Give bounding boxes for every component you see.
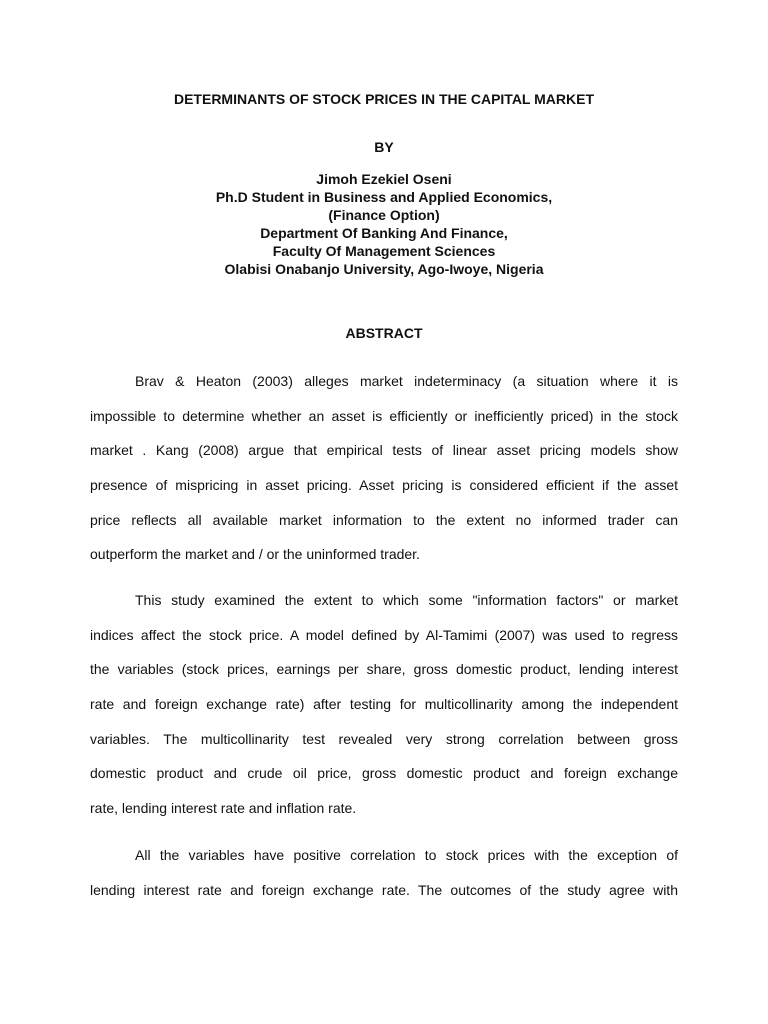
paragraph-line: All the variables have positive correlation to stock prices with the exception of — [135, 847, 678, 863]
abstract-paragraph — [90, 364, 678, 572]
paragraph-line: This study examined the extent to which some "information factors" or market — [135, 592, 678, 608]
paragraph-line: outperform the market and / or the uninformed trader. — [90, 546, 420, 563]
abstract-paragraph — [90, 583, 678, 826]
by-line: BY — [374, 139, 394, 155]
author-name: Jimoh Ezekiel Oseni — [316, 171, 452, 187]
paragraph-line: price reflects all available market information to the extent no informed trader can — [90, 511, 678, 528]
author-block — [0, 170, 768, 278]
paragraph-line: market . Kang (2008) argue that empirical tests of linear asset pricing models show — [90, 442, 678, 459]
paragraph-line: lending interest rate and foreign exchange rate. The outcomes of the study agree with — [90, 881, 678, 898]
paragraph-line: domestic product and crude oil price, gross domestic product and foreign exchange — [90, 765, 678, 782]
abstract-paragraph — [90, 838, 678, 907]
paragraph-line: Brav & Heaton (2003) alleges market indeterminacy (a situation where it is — [135, 373, 678, 389]
author-department: Department Of Banking And Finance, — [260, 225, 508, 241]
paragraph-line: rate and foreign exchange rate) after testing for multicollinarity among the independent — [90, 696, 678, 713]
document-title: DETERMINANTS OF STOCK PRICES IN THE CAPITAL MARKET — [173, 91, 594, 107]
author-position: Ph.D Student in Business and Applied Economics, — [215, 189, 553, 205]
paragraph-line: indices affect the stock price. A model defined by Al-Tamimi (2007) was used to regress — [90, 626, 678, 643]
author-option: (Finance Option) — [328, 207, 440, 223]
paragraph-line: presence of mispricing in asset pricing. Asset pricing is considered efficient if the asset — [90, 477, 678, 494]
paragraph-line: rate, lending interest rate and inflation rate. — [90, 800, 357, 817]
paragraph-line: variables. The multicollinarity test revealed very strong correlation between gross — [90, 730, 678, 747]
abstract-heading: ABSTRACT — [345, 325, 423, 341]
author-university: Olabisi Onabanjo University, Ago-Iwoye, Nigeria — [224, 261, 544, 277]
paragraph-line: the variables (stock prices, earnings per share, gross domestic product, lending interest — [90, 661, 678, 678]
author-faculty: Faculty Of Management Sciences — [272, 243, 496, 259]
paragraph-line: impossible to determine whether an asset is efficiently or inefficiently priced) in the stock — [90, 407, 678, 424]
